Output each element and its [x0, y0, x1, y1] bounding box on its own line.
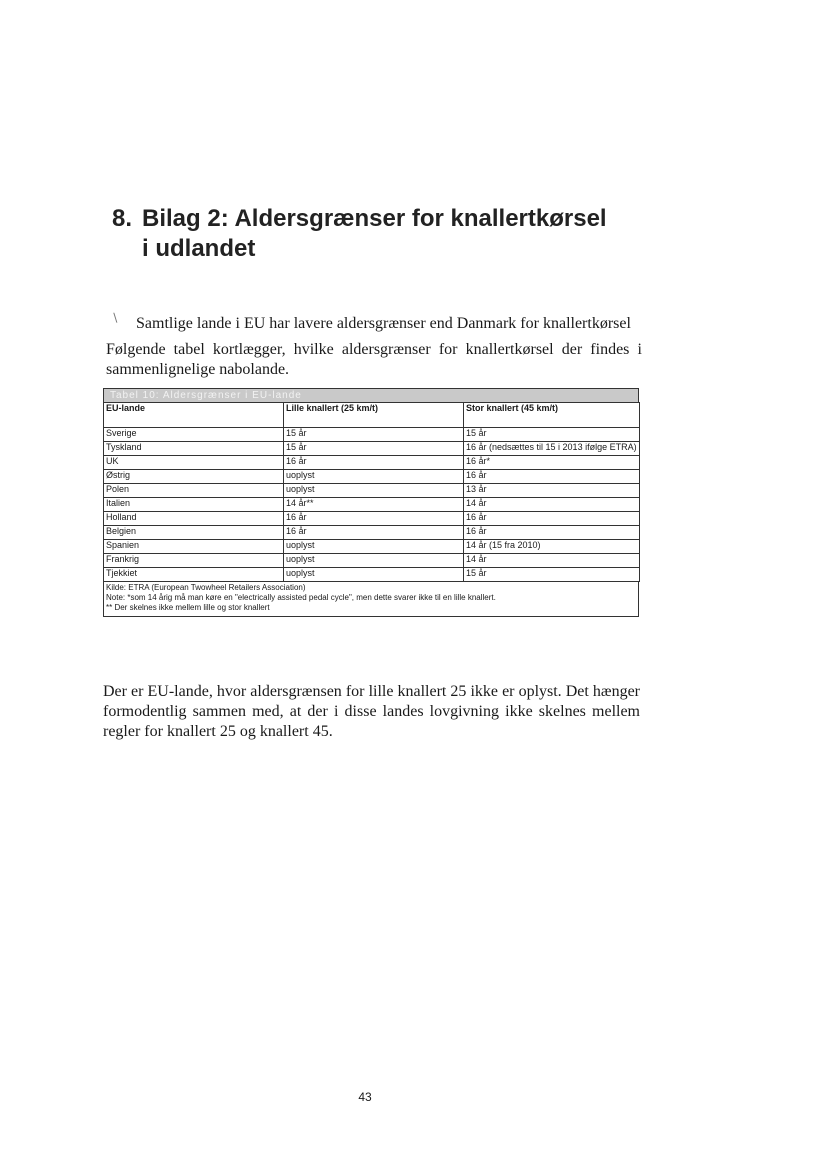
large-moped-cell: 14 år	[464, 554, 640, 568]
page-number: 43	[358, 1090, 372, 1104]
small-moped-cell: 14 år**	[284, 498, 464, 512]
country-cell: Østrig	[104, 470, 284, 484]
large-moped-cell: 16 år*	[464, 456, 640, 470]
country-cell: Frankrig	[104, 554, 284, 568]
table-row	[104, 498, 640, 512]
table-row	[104, 470, 640, 484]
table-row	[104, 554, 640, 568]
header-large-moped: Stor knallert (45 km/t)	[464, 403, 640, 428]
table-header-row	[104, 403, 640, 428]
footnote-double-star: ** Der skelnes ikke mellem lille og stor knallert	[106, 603, 270, 612]
small-moped-cell: uoplyst	[284, 554, 464, 568]
table-row	[104, 442, 640, 456]
country-cell: Polen	[104, 484, 284, 498]
country-cell: Italien	[104, 498, 284, 512]
table-row	[104, 428, 640, 442]
small-moped-cell: uoplyst	[284, 470, 464, 484]
table-row	[104, 540, 640, 554]
country-cell: Holland	[104, 512, 284, 526]
country-cell: Tjekkiet	[104, 568, 284, 582]
small-moped-cell: 16 år	[284, 526, 464, 540]
large-moped-cell: 16 år	[464, 512, 640, 526]
intro-paragraph: Samtlige lande i EU har lavere aldersgrænser end Danmark for knallertkørsel	[136, 315, 631, 332]
table-caption: Tabel 10: Aldersgrænser i EU-lande	[103, 388, 639, 402]
large-moped-cell: 14 år (15 fra 2010)	[464, 540, 640, 554]
header-country: EU-lande	[104, 403, 284, 428]
country-cell: Belgien	[104, 526, 284, 540]
source-note: Kilde: ETRA (European Twowheel Retailers Association)	[106, 583, 306, 592]
footnote-star: Note: *som 14 årig må man køre en "electrically assisted pedal cycle", men dette svarer ikke til en lille knallert.	[106, 593, 496, 602]
large-moped-cell: 15 år	[464, 568, 640, 582]
table-row	[104, 568, 640, 582]
header-small-moped: Lille knallert (25 km/t)	[284, 403, 464, 428]
table-row	[104, 456, 640, 470]
heading-line-1: Bilag 2: Aldersgrænser for knallertkørsel	[142, 205, 607, 232]
large-moped-cell: 15 år	[464, 428, 640, 442]
small-moped-cell: uoplyst	[284, 568, 464, 582]
small-moped-cell: uoplyst	[284, 484, 464, 498]
section-heading	[112, 204, 607, 264]
age-limit-table	[103, 388, 639, 658]
country-cell: Spanien	[104, 540, 284, 554]
country-cell: Tyskland	[104, 442, 284, 456]
small-moped-cell: 16 år	[284, 456, 464, 470]
table-row	[104, 484, 640, 498]
section-number: 8.	[112, 205, 133, 232]
small-moped-cell: 15 år	[284, 442, 464, 456]
table-notes	[103, 582, 639, 617]
age-table	[103, 402, 640, 582]
large-moped-cell: 16 år (nedsættes til 15 i 2013 ifølge ETRA)	[464, 442, 640, 456]
table-row	[104, 512, 640, 526]
heading-line-2: i udlandet	[142, 235, 256, 262]
large-moped-cell: 14 år	[464, 498, 640, 512]
small-moped-cell: 16 år	[284, 512, 464, 526]
country-cell: Sverige	[104, 428, 284, 442]
small-moped-cell: 15 år	[284, 428, 464, 442]
pen-mark-icon: ∖	[111, 311, 119, 325]
closing-paragraph: Der er EU-lande, hvor aldersgrænsen for lille knallert 25 ikke er oplyst. Det hænger formodentlig sammen med, at der i disse landes lovgivning ikke skelnes mellem regler for knallert 25 og knallert 45.	[103, 683, 640, 740]
large-moped-cell: 16 år	[464, 470, 640, 484]
large-moped-cell: 16 år	[464, 526, 640, 540]
country-cell: UK	[104, 456, 284, 470]
small-moped-cell: uoplyst	[284, 540, 464, 554]
large-moped-cell: 13 år	[464, 484, 640, 498]
lead-paragraph: Følgende tabel kortlægger, hvilke aldersgrænser for knallertkørsel der findes i sammenlignelige nabolande.	[106, 341, 642, 378]
table-row	[104, 526, 640, 540]
